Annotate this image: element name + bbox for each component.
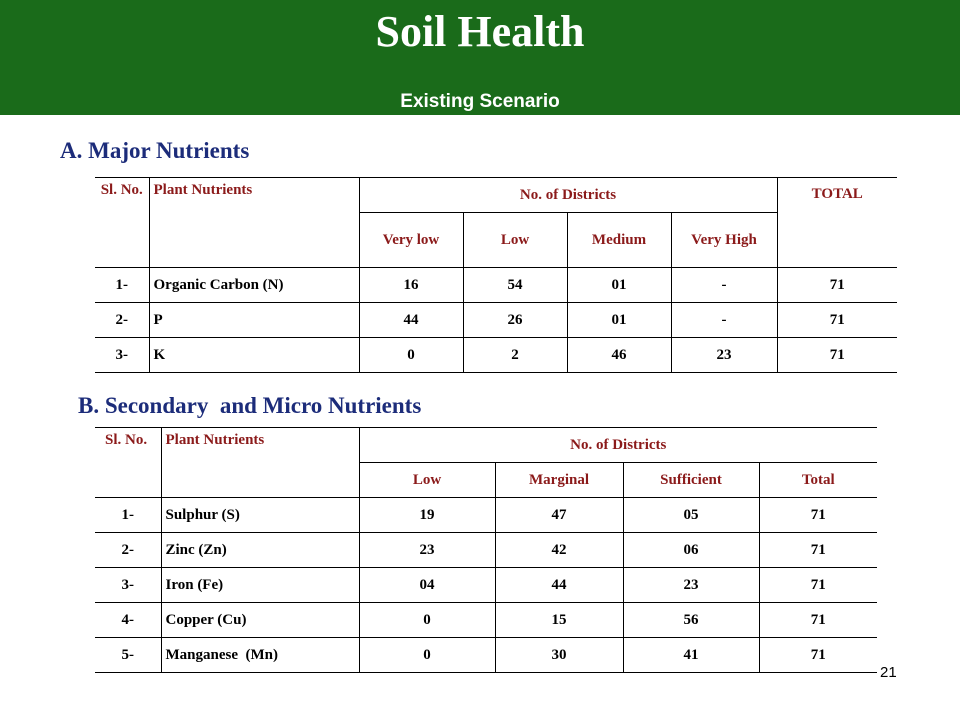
- column-header-total: TOTAL: [777, 178, 897, 268]
- cell-value: -: [671, 303, 777, 338]
- cell-sl: 2-: [95, 303, 149, 338]
- cell-value: 01: [567, 303, 671, 338]
- section-heading-secondary-micro-nutrients: B. Secondary and Micro Nutrients: [78, 393, 422, 418]
- column-header-sl-no: Sl. No.: [95, 178, 149, 268]
- cell-sl: 3-: [95, 568, 161, 603]
- title-banner: [0, 0, 960, 115]
- cell-sl: 2-: [95, 533, 161, 568]
- section-heading-major-nutrients: A. Major Nutrients: [60, 138, 250, 163]
- table-row: [95, 533, 877, 568]
- cell-value: 46: [567, 338, 671, 373]
- cell-nutrient: K: [149, 338, 359, 373]
- page-title: Soil Health: [375, 7, 585, 56]
- cell-sl: 3-: [95, 338, 149, 373]
- cell-value: 44: [495, 568, 623, 603]
- table-row: [95, 638, 877, 673]
- column-header-plant-nutrients: Plant Nutrients: [149, 178, 359, 268]
- column-header-total: Total: [759, 463, 877, 498]
- cell-sl: 1-: [95, 498, 161, 533]
- cell-value: 0: [359, 338, 463, 373]
- cell-value: 2: [463, 338, 567, 373]
- cell-value: 06: [623, 533, 759, 568]
- cell-value: 23: [671, 338, 777, 373]
- cell-total: 71: [759, 638, 877, 673]
- cell-value: 56: [623, 603, 759, 638]
- cell-total: 71: [759, 603, 877, 638]
- cell-value: 47: [495, 498, 623, 533]
- cell-value: 42: [495, 533, 623, 568]
- cell-value: 0: [359, 638, 495, 673]
- column-header-no-of-districts: No. of Districts: [359, 178, 777, 213]
- cell-value: 23: [623, 568, 759, 603]
- cell-value: 01: [567, 268, 671, 303]
- cell-value: 16: [359, 268, 463, 303]
- column-header-very-high: Very High: [671, 213, 777, 268]
- cell-sl: 5-: [95, 638, 161, 673]
- table-row: [95, 303, 897, 338]
- cell-total: 71: [777, 268, 897, 303]
- cell-value: 04: [359, 568, 495, 603]
- cell-nutrient: Sulphur (S): [161, 498, 359, 533]
- table-row: [95, 568, 877, 603]
- cell-value: 26: [463, 303, 567, 338]
- column-header-plant-nutrients: Plant Nutrients: [161, 428, 359, 498]
- table-row: [95, 603, 877, 638]
- cell-nutrient: P: [149, 303, 359, 338]
- cell-value: 41: [623, 638, 759, 673]
- page-number: 21: [880, 664, 897, 681]
- column-header-low: Low: [463, 213, 567, 268]
- table-row: [95, 338, 897, 373]
- cell-nutrient: Manganese (Mn): [161, 638, 359, 673]
- major-nutrients-table: [95, 177, 897, 373]
- cell-value: 44: [359, 303, 463, 338]
- cell-nutrient: Copper (Cu): [161, 603, 359, 638]
- column-header-low: Low: [359, 463, 495, 498]
- table-row: [95, 268, 897, 303]
- page-subtitle: Existing Scenario: [400, 91, 560, 112]
- cell-value: 23: [359, 533, 495, 568]
- cell-total: 71: [759, 568, 877, 603]
- cell-total: 71: [759, 533, 877, 568]
- table-row: [95, 498, 877, 533]
- cell-value: -: [671, 268, 777, 303]
- cell-sl: 4-: [95, 603, 161, 638]
- cell-value: 15: [495, 603, 623, 638]
- column-header-marginal: Marginal: [495, 463, 623, 498]
- cell-sl: 1-: [95, 268, 149, 303]
- cell-value: 0: [359, 603, 495, 638]
- cell-total: 71: [759, 498, 877, 533]
- cell-total: 71: [777, 338, 897, 373]
- column-header-medium: Medium: [567, 213, 671, 268]
- cell-nutrient: Iron (Fe): [161, 568, 359, 603]
- column-header-no-of-districts: No. of Districts: [359, 428, 877, 463]
- cell-value: 19: [359, 498, 495, 533]
- cell-nutrient: Zinc (Zn): [161, 533, 359, 568]
- cell-value: 30: [495, 638, 623, 673]
- column-header-sufficient: Sufficient: [623, 463, 759, 498]
- cell-total: 71: [777, 303, 897, 338]
- cell-nutrient: Organic Carbon (N): [149, 268, 359, 303]
- cell-value: 54: [463, 268, 567, 303]
- column-header-very-low: Very low: [359, 213, 463, 268]
- cell-value: 05: [623, 498, 759, 533]
- column-header-sl-no: Sl. No.: [95, 428, 161, 498]
- secondary-micro-nutrients-table: [95, 427, 877, 673]
